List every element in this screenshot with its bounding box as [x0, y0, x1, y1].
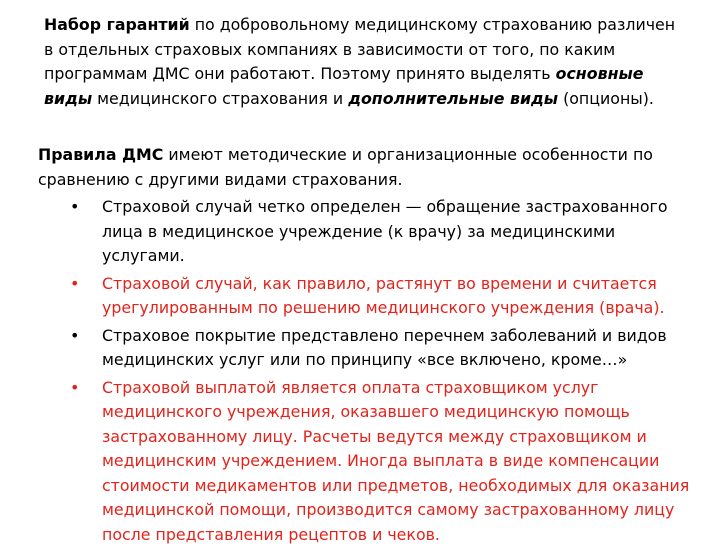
list-item-text: Страховой выплатой является оплата страховщиком услуг медицинского учреждения, оказавшего медицинскую помощь застрахованному лицу. Расчеты ведутся между страховщиком и медицинским учреждением. Иногда выплата в виде компенсации стоимости медикаментов или предметов, необходимых для оказания медицинской помощи, производится самому застрахованному лицу после представления рецептов и чеков. [102, 377, 690, 544]
rules-section [38, 143, 698, 550]
bullet-icon: • [70, 325, 80, 345]
bullet-icon: • [70, 273, 80, 293]
list-item [38, 195, 698, 269]
rules-bold-lead: Правила ДМС [38, 145, 164, 164]
rules-text: имеют методические и организационные особенности по сравнению с другими видами страхования. [38, 145, 653, 189]
intro-text-1: по добровольному медицинскому страхованию различен в отдельных страховых компаниях в зависимости от того, по каким программам ДМС они работают. Поэтому принято выделять [44, 15, 676, 83]
list-item [38, 324, 698, 373]
rules-paragraph [38, 143, 698, 192]
basic-types-emphasis: основные виды [44, 64, 644, 108]
intro-bold-lead: Набор гарантий [44, 15, 190, 34]
intro-text-3: (опционы). [558, 88, 654, 108]
list-item [38, 376, 698, 548]
list-item-text: Страховое покрытие представлено перечнем заболеваний и видов медицинских услуг или по принципу «все включено, кроме…» [102, 325, 667, 369]
bullet-icon: • [70, 197, 80, 216]
list-item [38, 272, 698, 321]
bullet-icon: • [70, 377, 80, 397]
list-item-text: Страховой случай, как правило, растянут во времени и считается урегулированным по решению медицинского учреждения (врача). [102, 273, 665, 317]
list-item-text: Страховой случай четко определен — обращение застрахованного лица в медицинское учреждение (к врачу) за медицинскими услугами. [102, 197, 668, 265]
additional-types-emphasis: дополнительные виды [348, 88, 559, 108]
intro-text-2: медицинского страхования и [92, 88, 349, 108]
intro-paragraph [44, 13, 684, 111]
rules-list [38, 195, 698, 547]
